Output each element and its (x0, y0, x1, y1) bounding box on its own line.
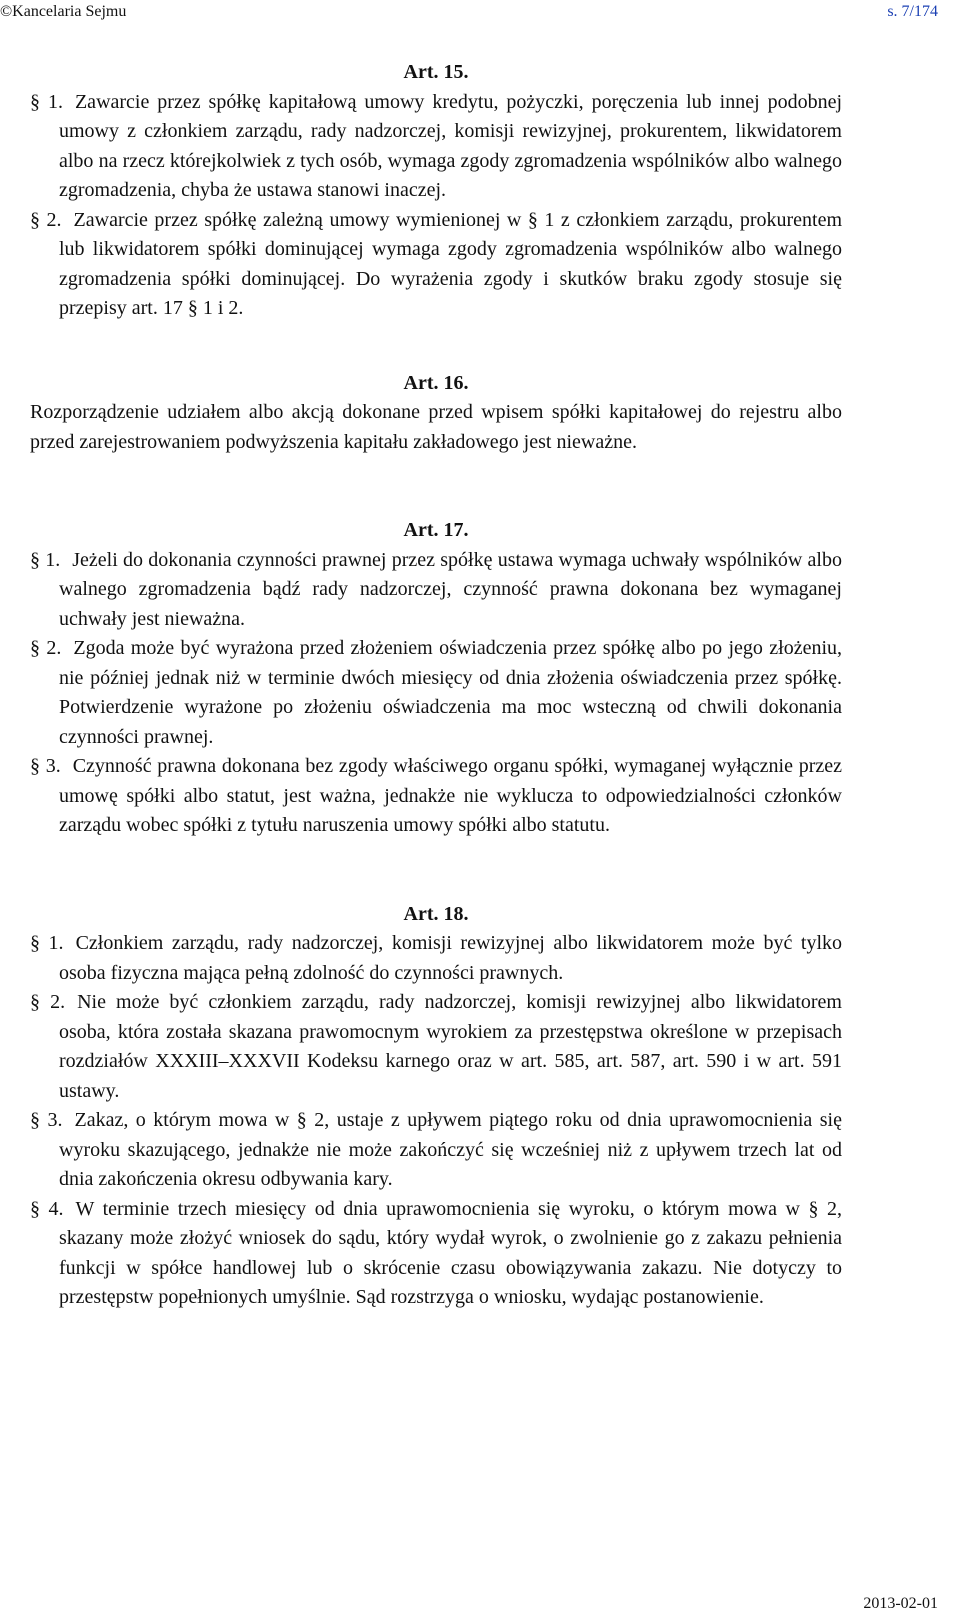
paragraph-text: Zgoda może być wyrażona przed złożeniem oświadczenia przez spółkę albo po jego złożeniu, nie później jednak niż w terminie dwóch miesięcy od dnia złożenia oświadczenia przez spółkę. Potwierdzenie wyrażone po złożeniu oświadczenia ma moc wsteczną od chwili dokonania czynności prawnej. (59, 637, 843, 748)
article-16 (30, 369, 842, 458)
paragraph-text: Zakaz, o którym mowa w § 2, ustaje z upływem piątego roku od dnia uprawomocnienia się wyroku skazującego, jednakże nie może zakończyć się wcześniej niż z upływem trzech lat od dnia zakończenia okresu odbywania kary. (59, 1109, 842, 1190)
paragraph-text: W terminie trzech miesięcy od dnia uprawomocnienia się wyroku, o którym mowa w § 2, skazany może złożyć wniosek do sądu, który wydał wyrok, o zwolnienie go z zakazu pełnienia funkcji w spółce handlowej lub o skrócenie czasu obowiązywania zakazu. Nie dotyczy to przestępstw popełnionych umyślnie. Sąd rozstrzyga o wniosku, wydając postanowienie. (59, 1197, 843, 1308)
paragraph-marker: § 2. (30, 991, 66, 1013)
page-footer (0, 1592, 938, 1616)
article-paragraph (30, 206, 842, 324)
page-header (0, 0, 938, 24)
page-number-link[interactable]: s. 7/174 (887, 3, 938, 20)
article-title: Art. 15. (403, 61, 469, 83)
article-paragraph (30, 398, 842, 457)
article-15 (30, 58, 842, 324)
paragraph-marker: § 2. (30, 637, 62, 659)
article-paragraph (30, 1106, 842, 1195)
article-paragraph (30, 88, 842, 206)
document-content (30, 58, 842, 1313)
article-paragraph (30, 546, 842, 635)
spacer (30, 324, 842, 369)
article-17 (30, 516, 842, 841)
paragraph-text: Zawarcie przez spółkę kapitałową umowy kredytu, pożyczki, poręczenia lub innej podobnej umowy z członkiem zarządu, rady nadzorczej, komisji rewizyjnej, prokurentem, likwidatorem albo na rzecz którejkolwiek z tych osób, wymaga zgody zgromadzenia wspólników albo walnego zgromadzenia, chyba że ustawa stanowi inaczej. (59, 90, 843, 201)
article-title: Art. 16. (403, 371, 469, 394)
article-18 (30, 900, 842, 1313)
article-title: Art. 17. (403, 519, 469, 541)
paragraph-marker: § 3. (30, 1109, 63, 1131)
spacer (30, 457, 842, 516)
article-paragraph (30, 988, 842, 1106)
copyright-text: ©Kancelaria Sejmu (0, 3, 127, 20)
paragraph-text: Zawarcie przez spółkę zależną umowy wymienionej w § 1 z członkiem zarządu, prokurentem lub likwidatorem spółki dominującej wymaga zgody zgromadzenia wspólników albo walnego zgromadzenia spółki dominującej. Do wyrażenia zgody i skutków braku zgody stosuje się przepisy art. 17 § 1 i 2. (59, 208, 843, 319)
paragraph-marker: § 4. (30, 1197, 64, 1220)
paragraph-text: Rozporządzenie udziałem albo akcją dokonane przed wpisem spółki kapitałowej do rejestru albo przed zarejestrowaniem podwyższenia kapitału zakładowego jest nieważne. (30, 401, 842, 453)
paragraph-marker: § 1. (30, 90, 63, 113)
paragraph-text: Czynność prawna dokonana bez zgody właściwego organu spółki, wymaganej wyłącznie przez umowę spółki albo statut, jest ważna, jednakże nie wyklucza to odpowiedzialności członków zarządu wobec spółki z tytułu naruszenia umowy spółki albo statutu. (59, 755, 842, 836)
document-date: 2013-02-01 (863, 1595, 938, 1612)
paragraph-marker: § 1. (30, 548, 61, 571)
paragraph-text: Jeżeli do dokonania czynności prawnej przez spółkę ustawa wymaga uchwały wspólników albo walnego zgromadzenia bądź rady nadzorczej, czynność prawna dokonana bez wymaganej uchwały jest nieważna. (59, 548, 842, 630)
paragraph-marker: § 1. (30, 932, 64, 954)
article-title: Art. 18. (403, 902, 469, 925)
paragraph-marker: § 3. (30, 755, 61, 777)
article-paragraph (30, 634, 842, 752)
article-paragraph (30, 1195, 842, 1313)
paragraph-marker: § 2. (30, 208, 62, 231)
article-paragraph (30, 752, 842, 841)
article-paragraph (30, 929, 842, 988)
paragraph-text: Członkiem zarządu, rady nadzorczej, komisji rewizyjnej albo likwidatorem może być tylko osoba fizyczna mająca pełną zdolność do czynności prawnych. (59, 932, 843, 984)
paragraph-text: Nie może być członkiem zarządu, rady nadzorczej, komisji rewizyjnej albo likwidatorem osoba, która została skazana prawomocnym wyrokiem za przestępstwa określone w przepisach rozdziałów XXXIII–XXXVII Kodeksu karnego oraz w art. 585, art. 587, art. 590 i w art. 591 ustawy. (59, 991, 842, 1102)
spacer (30, 841, 842, 900)
page-number[interactable] (887, 0, 938, 24)
